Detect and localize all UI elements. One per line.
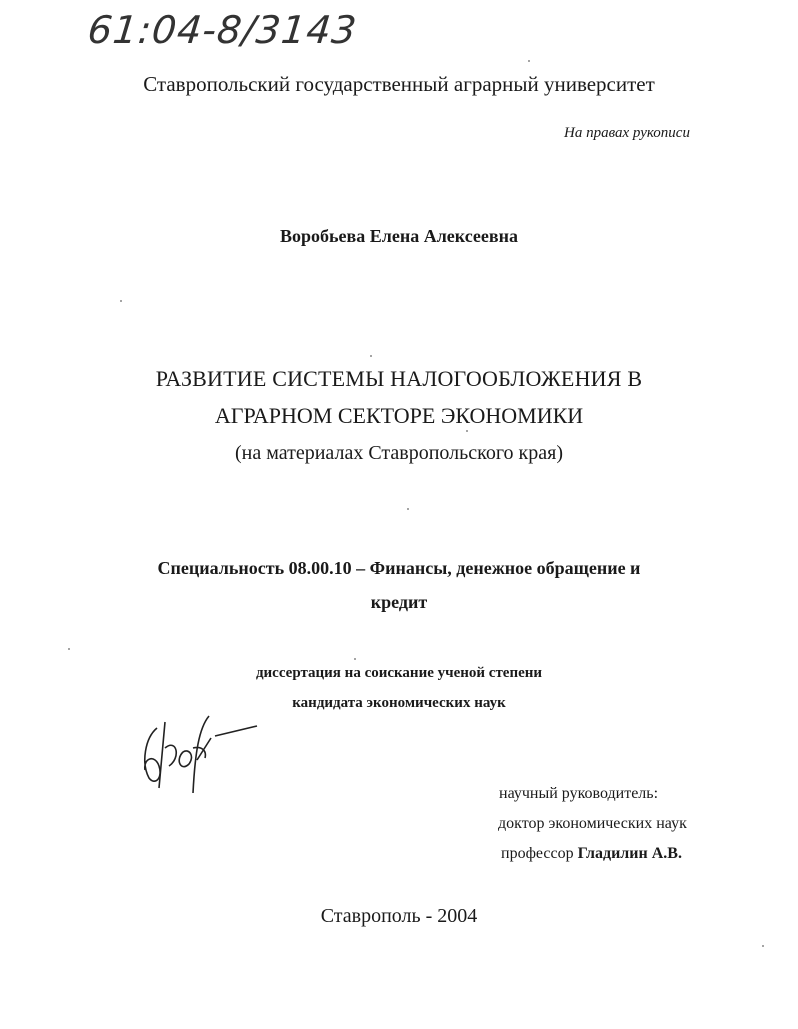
dissertation-line-2: кандидата экономических наук — [292, 695, 506, 711]
manuscript-note: На правах рукописи — [564, 125, 690, 141]
specialty-line-1: Специальность 08.00.10 – Финансы, денежное обращение и — [157, 558, 641, 578]
scan-speck — [466, 430, 468, 432]
scan-speck — [407, 508, 409, 510]
author-name: Воробьева Елена Алексеевна — [280, 226, 518, 246]
scan-speck — [370, 355, 372, 357]
scan-speck — [120, 300, 122, 302]
scan-speck — [354, 658, 356, 660]
advisor-role: научный руководитель: — [499, 785, 659, 802]
scan-speck — [762, 945, 764, 947]
university-name: Ставропольский государственный аграрный университет — [143, 72, 655, 96]
title-line-1: РАЗВИТИЕ СИСТЕМЫ НАЛОГООБЛОЖЕНИЯ В — [155, 366, 643, 391]
archive-code-handwritten: 61:04-8/3143 — [85, 8, 360, 52]
advisor-title-name — [501, 845, 682, 863]
scan-speck — [68, 648, 70, 650]
advisor-degree: доктор экономических наук — [498, 815, 687, 832]
subtitle: (на материалах Ставропольского края) — [234, 442, 563, 464]
advisor-title: профессор — [501, 845, 574, 862]
city-year: Ставрополь - 2004 — [320, 905, 478, 927]
specialty-line-2: кредит — [370, 592, 428, 612]
scan-speck — [528, 60, 530, 62]
advisor-name: Гладилин А.В. — [577, 845, 682, 862]
title-line-2: АГРАРНОМ СЕКТОРЕ ЭКОНОМИКИ — [214, 403, 584, 428]
dissertation-line-1: диссертация на соискание ученой степени — [255, 665, 543, 681]
signature-icon — [135, 708, 265, 798]
